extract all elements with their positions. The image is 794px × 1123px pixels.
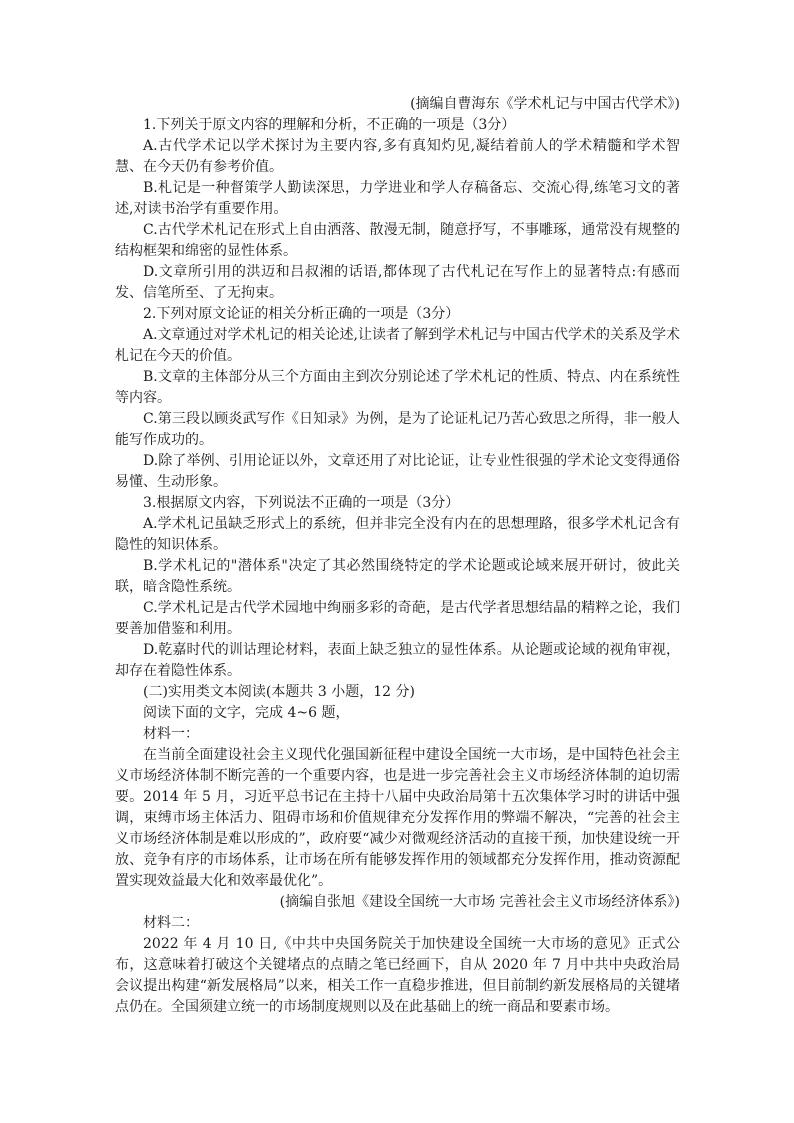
question-3-option-b: B.学术札记的"潜体系"决定了其必然围绕特定的学术论题或论域来展开研讨，彼此关联，暗含隐性系统。 xyxy=(115,558,680,595)
material-2-label: 材料二： xyxy=(143,915,199,931)
question-2-option-c: C.第三段以顾炎武写作《日知录》为例，是为了论证札记乃苦心致思之所得，非一般人能写作成功的。 xyxy=(115,411,680,448)
instruction: 阅读下面的文字，完成 4~6 题， xyxy=(143,705,350,721)
question-1-option-d: D.文章所引用的洪迈和吕叔湘的话语,都体现了古代札记在写作上的显著特点:有感而发、信笔所至、了无拘束。 xyxy=(115,264,680,301)
question-2-option-d: D.除了举例、引用论证以外，文章还用了对比论证，让专业性很强的学术论文变得通俗易懂、生动形象。 xyxy=(115,453,680,490)
exam-page xyxy=(115,94,680,1018)
source-citation: (摘编自曹海东《学术札记与中国古代学术》) xyxy=(410,96,680,112)
material-1-label: 材料一： xyxy=(143,726,199,742)
question-1-option-c: C.古代学术札记在形式上自由洒落、散漫无制，随意抒写，不事雕琢，通常没有规整的结构框架和绵密的显性体系。 xyxy=(115,222,680,259)
section-heading: (二)实用类文本阅读(本题共 3 小题，12 分) xyxy=(143,684,415,700)
question-2-option-a: A.文章通过对学术札记的相关论述,让读者了解到学术札记与中国古代学术的关系及学术札记在今天的价值。 xyxy=(115,327,681,364)
question-1-option-b: B.札记是一种督策学人勤读深思，力学进业和学人存稿备忘、交流心得,练笔习文的著述,对读书治学有重要作用。 xyxy=(115,180,680,217)
question-2-stem: 2.下列对原文论证的相关分析正确的一项是（3分） xyxy=(143,306,460,322)
question-3-option-c: C.学术札记是古代学术园地中绚丽多彩的奇葩，是古代学者思想结晶的精粹之论，我们要善加借鉴和利用。 xyxy=(115,600,680,637)
question-3-option-a: A.学术札记虽缺乏形式上的系统，但并非完全没有内在的思想理路，很多学术札记含有隐性的知识体系。 xyxy=(115,516,680,553)
material-2-text: 2022 年 4 月 10 日,《中共中央国务院关于加快建设全国统一大市场的意见》正式公布，这意味着打破这个关键堵点的点睛之笔已经画下，自从 2020 年 7 月中共中央政治局会议提出构建“新发展格局”以来，相关工作一直稳步推进，但目前制约新发展格局的关键堵点仍在。全国须建立统一的市场制度规则以及在此基础上的统一商品和要素市场。 xyxy=(115,936,680,1015)
question-3-stem: 3.根据原文内容，下列说法不正确的一项是（3分） xyxy=(143,495,460,511)
question-2-option-b: B.文章的主体部分从三个方面由主到次分别论述了学术札记的性质、特点、内在系统性等内容。 xyxy=(115,369,680,406)
material-1-text: 在当前全面建设社会主义现代化强国新征程中建设全国统一大市场，是中国特色社会主义市场经济体制不断完善的一个重要内容，也是进一步完善社会主义市场经济体制的迫切需要。2014 年 5 月，习近平总书记在主持十八届中央政治局第十五次集体学习时的讲话中强调，束缚市场主体活力、阻碍市场和价值规律充分发挥作用的弊端不解决，“完善的社会主义市场经济体制是难以形成的”，政府要“减少对微观经济活动的直接干预，加快建设统一开放、竞争有序的市场体系，让市场在所有能够发挥作用的领域都充分发挥作用，推动资源配置实现效益最大化和效率最优化”。 xyxy=(115,747,680,889)
question-1-stem: 1.下列关于原文内容的理解和分析，不正确的一项是（3分） xyxy=(143,117,516,133)
question-3-option-d: D.乾嘉时代的训诂理论材料，表面上缺乏独立的显性体系。从论题或论域的视角审视，却存在着隐性体系。 xyxy=(115,642,680,679)
source-citation-2: (摘编自张旭《建设全国统一大市场 完善社会主义市场经济体系》) xyxy=(279,894,680,910)
question-1-option-a: A.古代学术记以学术探讨为主要内容,多有真知灼见,凝结着前人的学术精髓和学术智慧、在今天仍有参考价值。 xyxy=(115,138,680,175)
